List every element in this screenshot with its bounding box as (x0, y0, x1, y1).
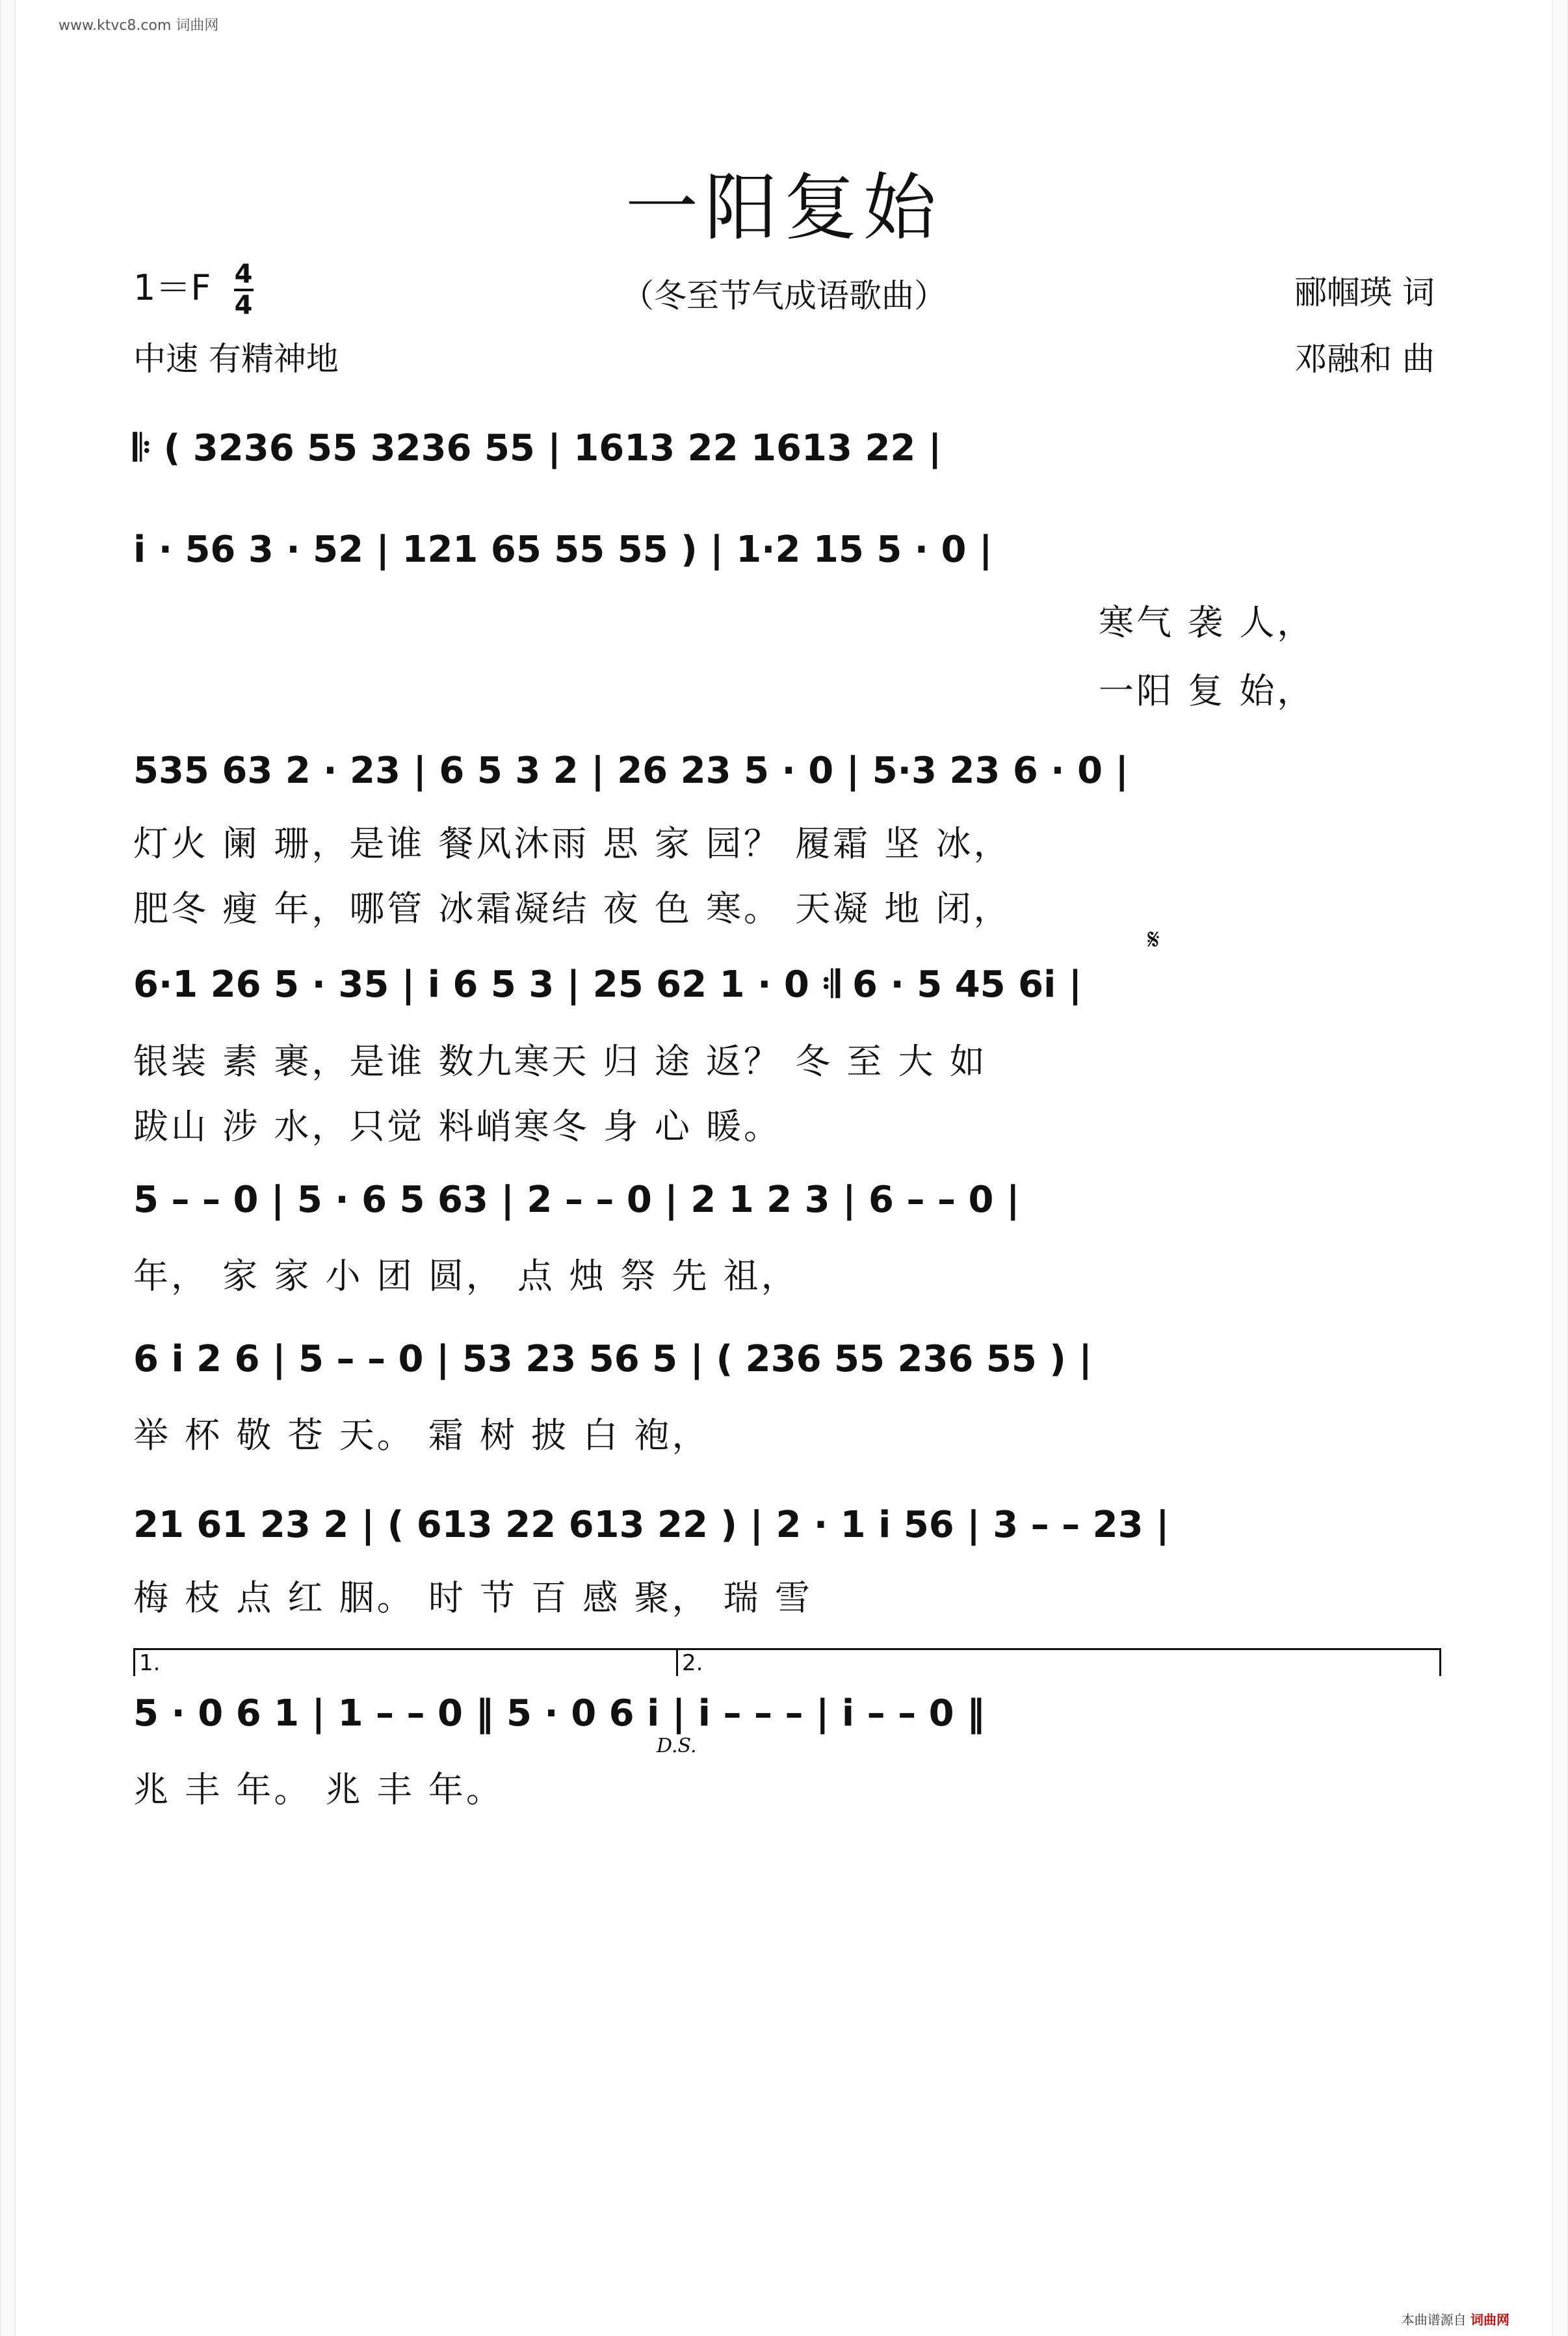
volta-first-ending: 1. (133, 1648, 679, 1676)
subtitle: （冬至节气成语歌曲） (621, 277, 947, 315)
lyric-line: 肥冬 瘦 年，哪管 冰霜凝结 夜 色 寒。 天凝 地 闭， (133, 888, 1012, 929)
music-line-1: 𝄆 ( 3236 55 3236 55 | 1613 22 1613 22 | (133, 427, 942, 469)
dal-segno-mark: D.S. (657, 1735, 697, 1757)
lyricist: 郦帼瑛 词 (1294, 274, 1435, 311)
music-line-8: 5 · 0 6 1 | 1 – – 0 ‖ 5 · 0 6 i | i – – – | i – – 0 ‖ (133, 1692, 986, 1735)
site-watermark: www.ktvc8.com 词曲网 (59, 18, 219, 34)
lyric-line: 银装 素 裹，是谁 数九寒天 归 途 返？ 冬 至 大 如 (133, 1041, 987, 1082)
lyric-line: 寒气 袭 人， (1099, 602, 1315, 643)
song-title: 一阳复始 (625, 166, 943, 250)
composer: 邓融和 曲 (1294, 340, 1435, 378)
tempo-marking: 中速 有精神地 (133, 340, 339, 378)
lyric-line: 年， 家 家 小 团 圆， 点 烛 祭 先 祖， (133, 1255, 799, 1296)
time-bottom: 4 (234, 291, 253, 321)
lyric-line: 跋山 涉 水，只觉 料峭寒冬 身 心 暖。 (133, 1106, 781, 1147)
music-line-2: i · 56 3 · 52 | 121 65 55 55 ) | 1·2 15 5 · 0 | (133, 528, 993, 571)
key-label: 1＝F (133, 267, 211, 308)
footer-text: 本曲谱源自 (1401, 2312, 1467, 2328)
lyric-line: 灯火 阑 珊，是谁 餐风沐雨 思 家 园？ 履霜 坚 冰， (133, 823, 1012, 864)
segno-sign: 𝄋 (1147, 923, 1160, 956)
right-margin-strip (1552, 0, 1568, 2336)
volta-second-ending: 2. (676, 1648, 1441, 1676)
lyric-line: 举 杯 敬 苍 天。 霜 树 披 白 袍， (133, 1415, 710, 1456)
lyric-line: 兆 丰 年。 兆 丰 年。 (133, 1769, 504, 1810)
footer-brand: 词曲网 (1470, 2312, 1509, 2328)
music-line-4: 6·1 26 5 · 35 | i 6 5 3 | 25 62 1 · 0 𝄇 6 · 5 45 6i | (133, 964, 1082, 1006)
music-line-5: 5 – – 0 | 5 · 6 5 63 | 2 – – 0 | 2 1 2 3 | 6 – – 0 | (133, 1178, 1020, 1221)
music-line-6: 6 i 2 6 | 5 – – 0 | 53 23 56 5 | ( 236 55 236 55 ) | (133, 1337, 1092, 1380)
music-line-7: 21 61 23 2 | ( 613 22 613 22 ) | 2 · 1 i 56 | 3 – – 23 | (133, 1503, 1169, 1546)
lyric-line: 梅 枝 点 红 胭。 时 节 百 感 聚， 瑞 雪 (133, 1577, 813, 1618)
left-margin-strip (0, 0, 16, 2336)
time-top: 4 (234, 259, 253, 290)
lyric-line: 一阳 复 始， (1099, 670, 1315, 711)
music-line-3: 535 63 2 · 23 | 6 5 3 2 | 26 23 5 · 0 | 5·3 23 6 · 0 | (133, 749, 1129, 792)
footer-source (1402, 2309, 1509, 2328)
